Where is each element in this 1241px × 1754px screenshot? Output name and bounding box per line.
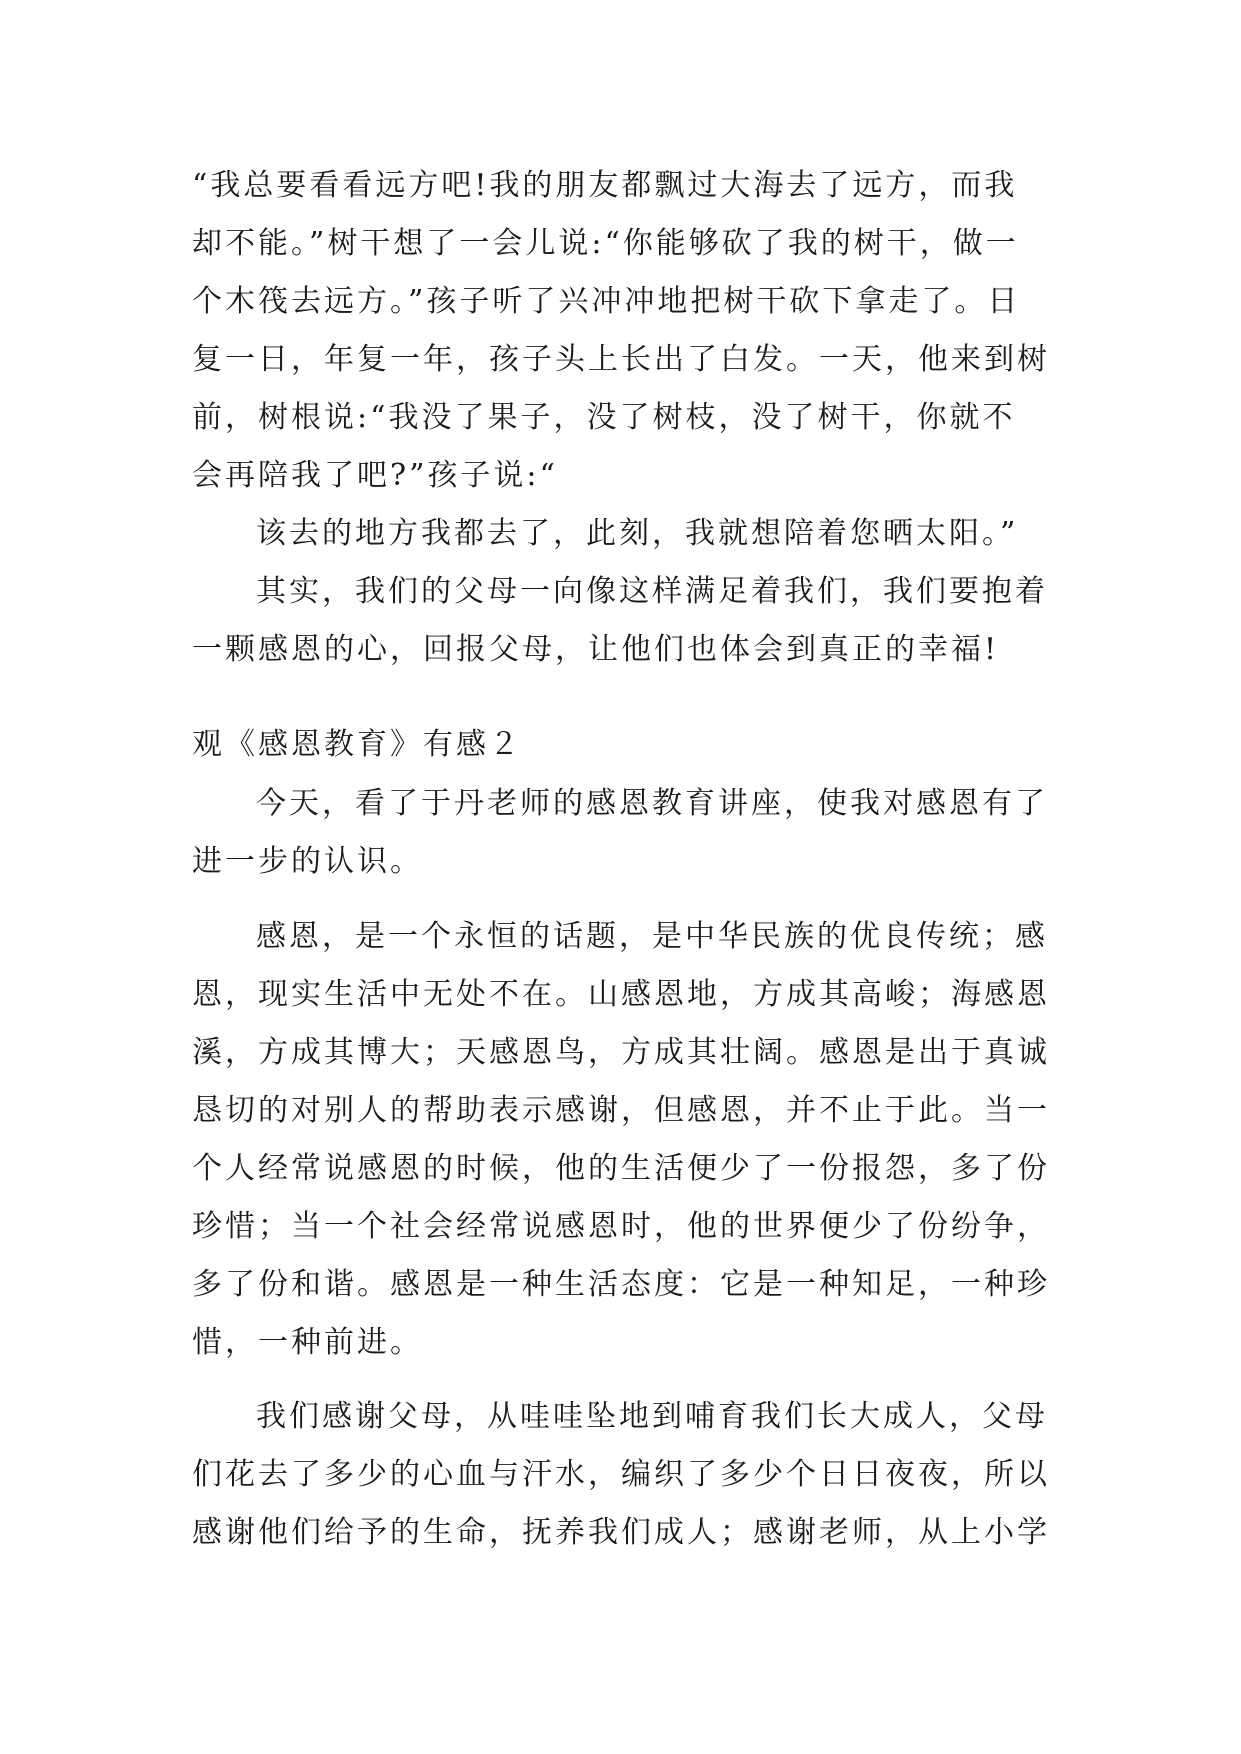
paragraph-line: 前，树根说:“我没了果子，没了树枝，没了树干，你就不: [192, 400, 1016, 435]
paragraph-line: 该去的地方我都去了，此刻，我就想陪着您晒太阳。”: [256, 516, 1019, 551]
paragraph-line: 珍惜；当一个社会经常说感恩时，他的世界便少了份纷争，: [192, 1209, 1050, 1244]
paragraph-line: “我总要看看远方吧!我的朋友都飘过大海去了远方，而我: [192, 168, 1018, 203]
paragraph-line: 一颗感恩的心，回报父母，让他们也体会到真正的幸福!: [192, 632, 1000, 667]
paragraph-line: 会再陪我了吧?”孩子说:“: [192, 458, 558, 493]
paragraph-line: 个木筏去远方。”孩子听了兴冲冲地把树干砍下拿走了。日: [192, 284, 1021, 319]
paragraph-line: 今天，看了于丹老师的感恩教育讲座，使我对感恩有了: [256, 786, 1048, 821]
section-title: 观《感恩教育》有感２: [192, 727, 522, 762]
paragraph-line: 溪，方成其博大；天感恩鸟，方成其壮阔。感恩是出于真诚: [192, 1035, 1050, 1070]
paragraph-line: 们花去了多少的心血与汗水，编织了多少个日日夜夜，所以: [192, 1457, 1050, 1492]
paragraph-line: 感谢他们给予的生命，抚养我们成人；感谢老师，从上小学: [192, 1515, 1050, 1550]
paragraph-line: 感恩，是一个永恒的话题，是中华民族的优良传统；感: [256, 919, 1048, 954]
paragraph-line: 我们感谢父母，从哇哇坠地到哺育我们长大成人，父母: [256, 1399, 1048, 1434]
paragraph-line: 复一日，年复一年，孩子头上长出了白发。一天，他来到树: [192, 342, 1050, 377]
paragraph-line: 多了份和谐。感恩是一种生活态度：它是一种知足，一种珍: [192, 1267, 1050, 1302]
paragraph-line: 进一步的认识。: [192, 844, 423, 879]
paragraph-line: 其实，我们的父母一向像这样满足着我们，我们要抱着: [256, 574, 1048, 609]
paragraph-line: 个人经常说感恩的时候，他的生活便少了一份报怨，多了份: [192, 1151, 1050, 1186]
paragraph-line: 惜，一种前进。: [192, 1325, 423, 1360]
paragraph-line: 恩，现实生活中无处不在。山感恩地，方成其高峻；海感恩: [192, 977, 1050, 1012]
paragraph-line: 恳切的对别人的帮助表示感谢，但感恩，并不止于此。当一: [192, 1093, 1050, 1128]
paragraph-line: 却不能。”树干想了一会儿说:“你能够砍了我的树干，做一: [192, 226, 1019, 261]
